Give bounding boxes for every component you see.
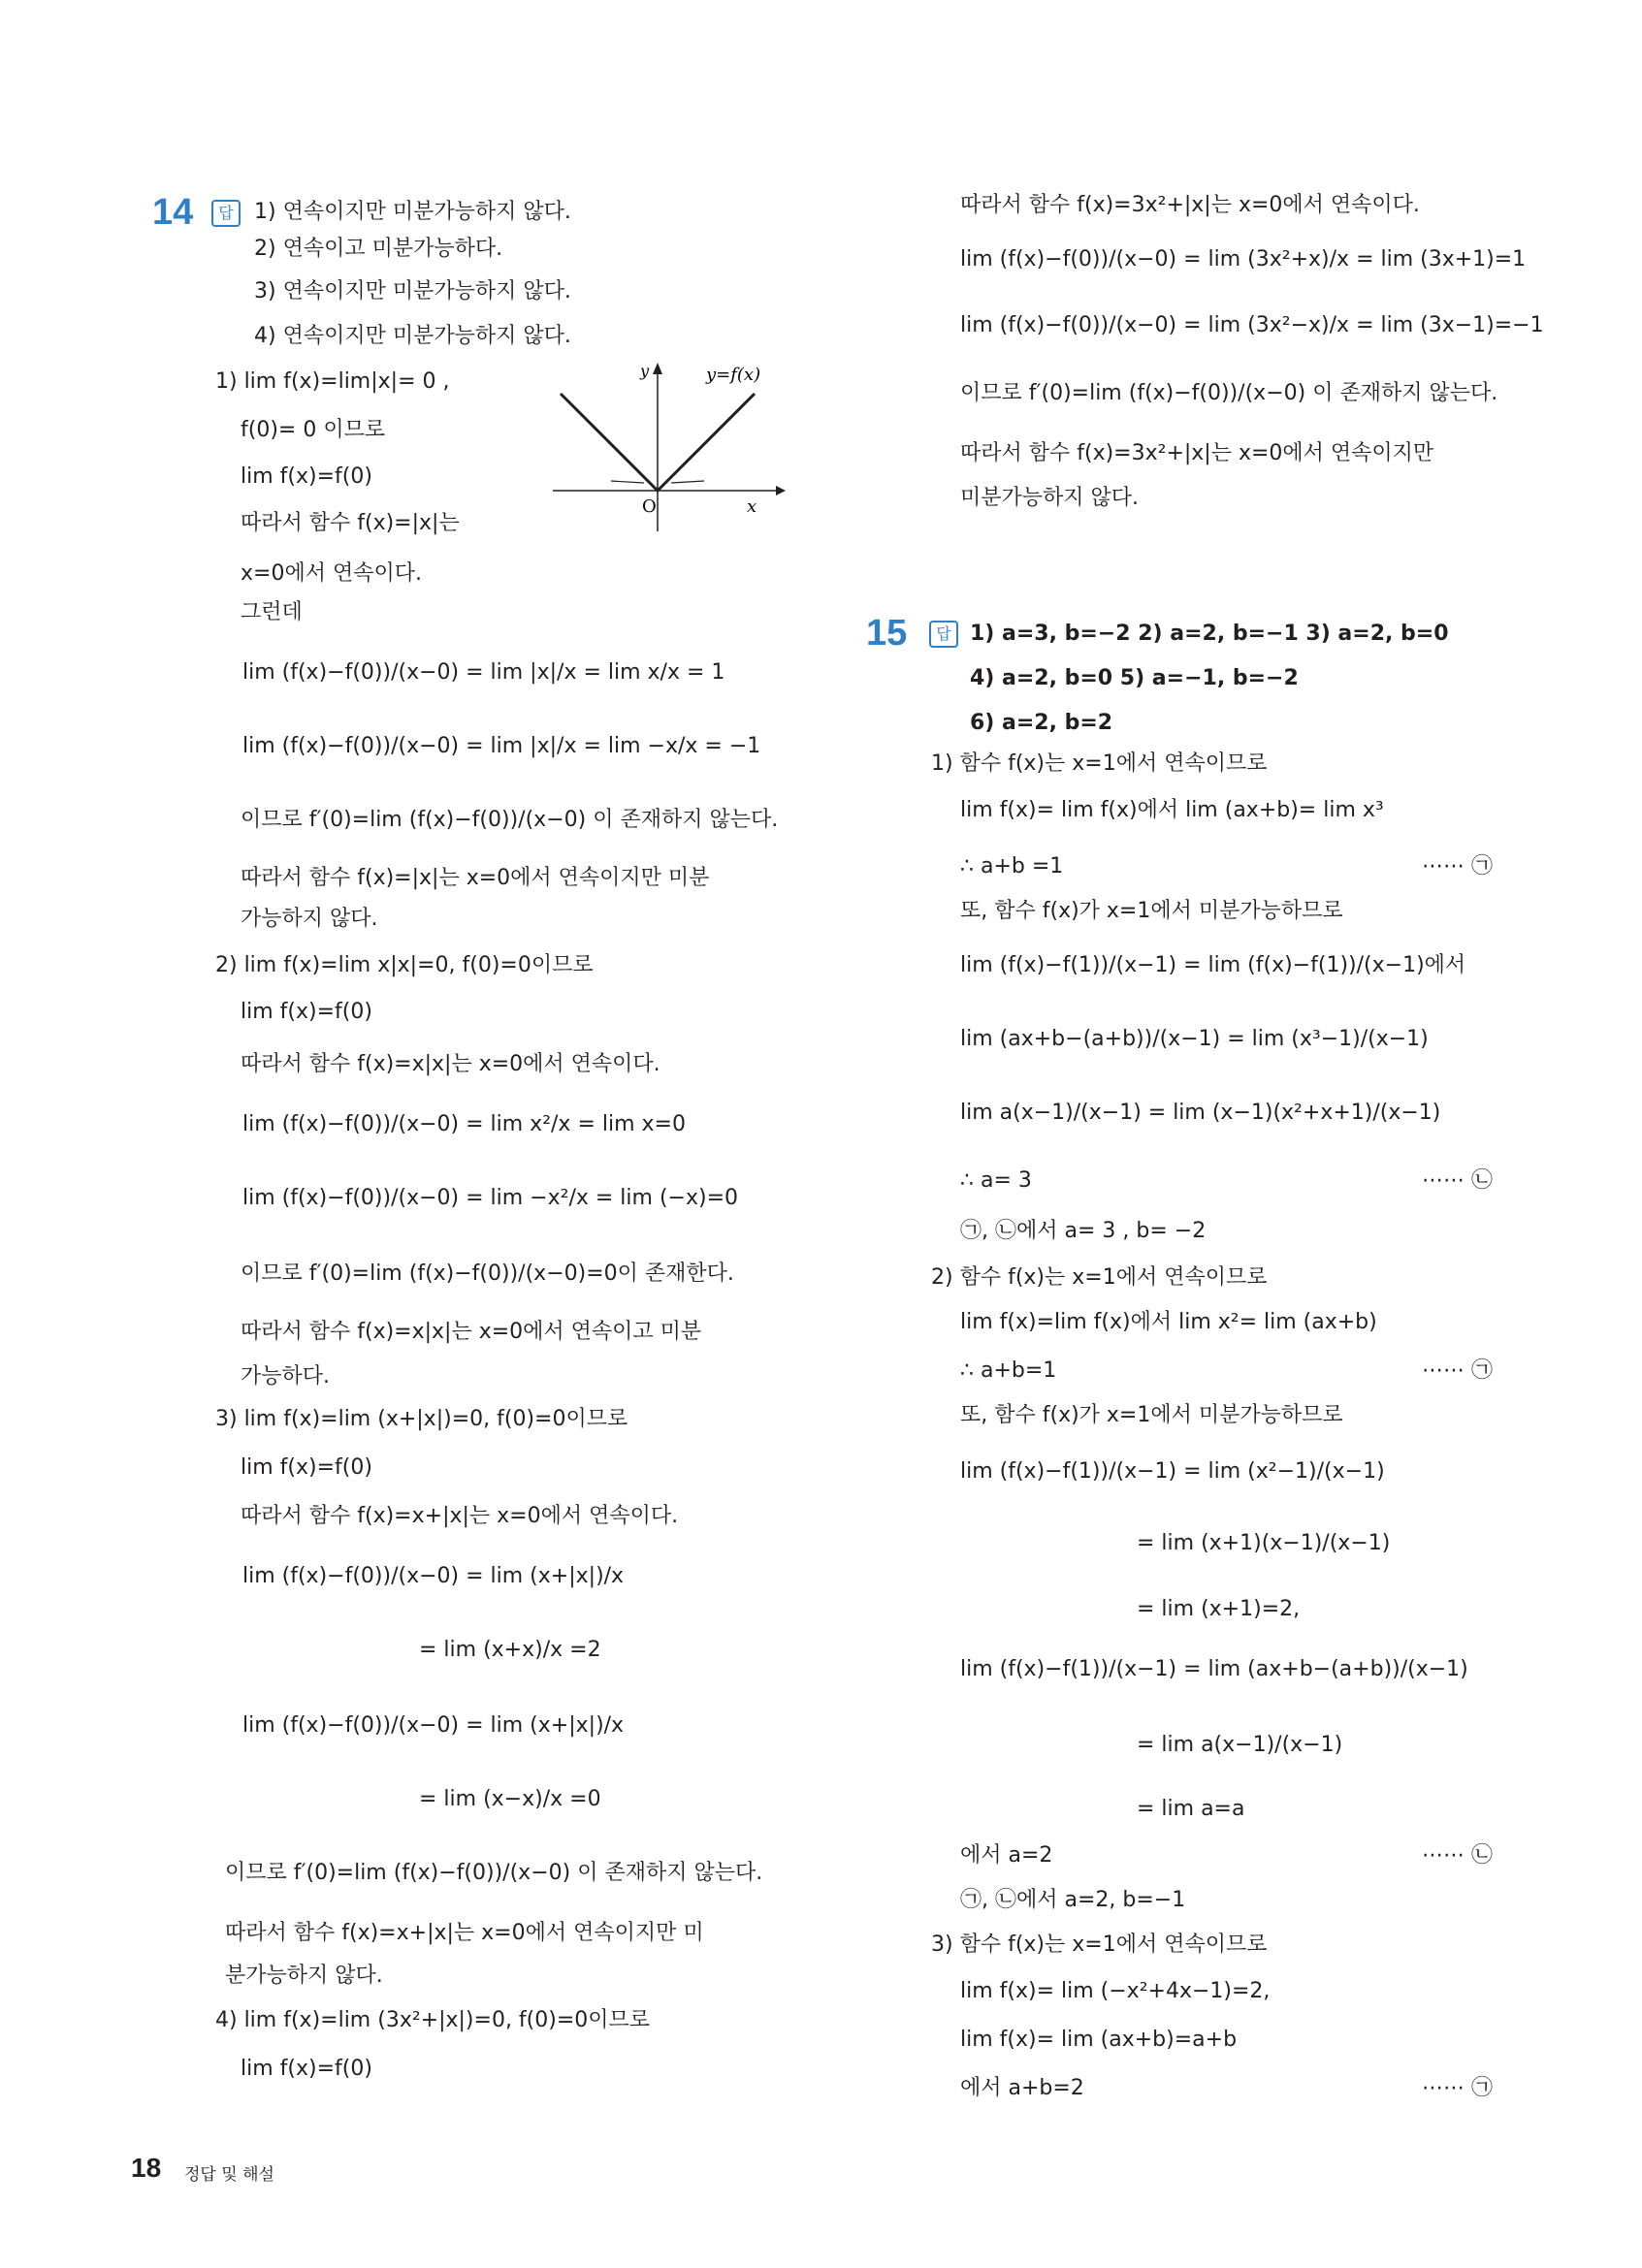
solution-line: ㉠, ㉡에서 a=2, b=−1: [960, 1888, 1186, 1912]
solution-line: lim (f(x)−f(0))/(x−0) = lim −x²/x = lim (−x)=0: [242, 1186, 739, 1210]
solution-line: 따라서 함수 f(x)=x+|x|는 x=0에서 연속이다.: [241, 1504, 679, 1528]
solution-line: = lim (x+1)(x−1)/(x−1): [1137, 1531, 1391, 1555]
solution-line: lim (f(x)−f(0))/(x−0) = lim x²/x = lim x=0: [242, 1112, 686, 1136]
problem-number: 15: [866, 613, 908, 654]
solution-line: lim (f(x)−f(0))/(x−0) = lim (x+|x|)/x: [242, 1713, 625, 1738]
solution-line: = lim a(x−1)/(x−1): [1137, 1733, 1343, 1757]
solution-line: 또, 함수 f(x)가 x=1에서 미분가능하므로: [960, 1403, 1343, 1427]
solution-line: 따라서 함수 f(x)=|x|는: [241, 511, 460, 535]
y-label: y: [640, 362, 650, 380]
x-label: x: [747, 496, 757, 517]
solution-line: lim (f(x)−f(1))/(x−1) = lim (f(x)−f(1))/(x−1)에서: [960, 953, 1466, 977]
solution-line: 가능하다.: [241, 1364, 331, 1389]
solution-line: lim f(x)= lim f(x)에서 lim (ax+b)= lim x³: [960, 798, 1384, 822]
page-number: 18: [131, 2153, 162, 2183]
answer-line: 1) a=3, b=−2 2) a=2, b=−1 3) a=2, b=0: [970, 622, 1449, 646]
solution-line: 미분가능하지 않다.: [960, 486, 1140, 510]
answer-line: 3) 연속이지만 미분가능하지 않다.: [254, 279, 571, 303]
solution-line: 1) lim f(x)=lim|x|= 0 ,: [215, 369, 450, 394]
solution-line: 에서 a+b=2: [960, 2076, 1084, 2100]
solution-line: 2) 함수 f(x)는 x=1에서 연속이므로: [931, 1265, 1268, 1290]
solution-line: 에서 a=2: [960, 1843, 1053, 1868]
solution-line: = lim (x−x)/x =0: [419, 1787, 601, 1811]
solution-line: 3) 함수 f(x)는 x=1에서 연속이므로: [931, 1933, 1268, 1957]
solution-line: 따라서 함수 f(x)=x|x|는 x=0에서 연속이고 미분: [241, 1320, 702, 1344]
solution-line: lim f(x)=f(0): [241, 1455, 372, 1480]
marker: ⋯⋯ ㉡: [1422, 1843, 1493, 1868]
solution-line: 이므로 f′(0)=lim (f(x)−f(0))/(x−0) 이 존재하지 않는다.: [225, 1861, 763, 1885]
solution-line: lim (f(x)−f(0))/(x−0) = lim (x+|x|)/x: [242, 1564, 625, 1588]
solution-line: 따라서 함수 f(x)=|x|는 x=0에서 연속이지만 미분: [241, 866, 710, 890]
origin-label: O: [642, 496, 657, 517]
solution-line: lim (f(x)−f(1))/(x−1) = lim (x²−1)/(x−1): [960, 1459, 1385, 1484]
solution-line: 가능하지 않다.: [241, 907, 378, 931]
solution-line: lim (f(x)−f(0))/(x−0) = lim |x|/x = lim x/x = 1: [242, 660, 725, 685]
answer-line: 6) a=2, b=2: [970, 711, 1113, 735]
answer-line: 2) 연속이고 미분가능하다.: [254, 237, 503, 261]
solution-line: lim f(x)= lim (−x²+4x−1)=2,: [960, 1979, 1271, 2003]
solution-line: 이므로 f′(0)=lim (f(x)−f(0))/(x−0)=0이 존재한다.: [241, 1262, 734, 1286]
solution-line: lim f(x)=f(0): [241, 464, 372, 489]
solution-line: = lim (x+1)=2,: [1137, 1597, 1301, 1621]
approach-arrow-left: [611, 481, 644, 483]
solution-line: ∴ a+b=1: [960, 1358, 1057, 1383]
answer-line: 4) 연속이지만 미분가능하지 않다.: [254, 324, 571, 348]
solution-line: lim f(x)=f(0): [241, 1000, 372, 1024]
solution-line: f(0)= 0 이므로: [241, 418, 386, 442]
solution-line: lim (f(x)−f(1))/(x−1) = lim (ax+b−(a+b))/(x−1): [960, 1657, 1468, 1681]
solution-line: lim (f(x)−f(0))/(x−0) = lim |x|/x = lim −x/x = −1: [242, 734, 761, 758]
solution-line: ∴ a+b =1: [960, 854, 1064, 878]
marker: ⋯⋯ ㉠: [1422, 1358, 1493, 1383]
page-label: 정답 및 해설: [184, 2165, 274, 2185]
solution-line: ∴ a= 3: [960, 1168, 1032, 1193]
answer-line: 4) a=2, b=0 5) a=−1, b=−2: [970, 666, 1299, 690]
solution-line: 따라서 함수 f(x)=3x²+|x|는 x=0에서 연속이다.: [960, 193, 1420, 217]
solution-line: 3) lim f(x)=lim (x+|x|)=0, f(0)=0이므로: [215, 1407, 628, 1431]
x-axis-arrow: [776, 486, 786, 495]
answer-tag: 답: [211, 200, 241, 227]
solution-line: 4) lim f(x)=lim (3x²+|x|)=0, f(0)=0이므로: [215, 2008, 651, 2032]
solution-line: lim f(x)= lim (ax+b)=a+b: [960, 2028, 1238, 2052]
solution-line: lim (f(x)−f(0))/(x−0) = lim (3x²+x)/x = lim (3x+1)=1: [960, 247, 1527, 272]
solution-line: lim (ax+b−(a+b))/(x−1) = lim (x³−1)/(x−1): [960, 1027, 1429, 1051]
solution-line: lim f(x)=f(0): [241, 2057, 372, 2081]
solution-line: lim f(x)=lim f(x)에서 lim x²= lim (ax+b): [960, 1310, 1377, 1334]
solution-line: lim a(x−1)/(x−1) = lim (x−1)(x²+x+1)/(x−1): [960, 1101, 1441, 1125]
solution-line: 따라서 함수 f(x)=x+|x|는 x=0에서 연속이지만 미: [225, 1921, 704, 1945]
solution-line: x=0에서 연속이다.: [241, 561, 422, 586]
solution-line: 또, 함수 f(x)가 x=1에서 미분가능하므로: [960, 899, 1343, 923]
marker: ⋯⋯ ㉠: [1422, 2076, 1493, 2100]
marker: ⋯⋯ ㉡: [1422, 1168, 1493, 1193]
solution-line: 그런데: [241, 600, 303, 624]
solution-line: 1) 함수 f(x)는 x=1에서 연속이므로: [931, 751, 1268, 776]
solution-line: = lim a=a: [1137, 1797, 1245, 1821]
answer-line: 1) 연속이지만 미분가능하지 않다.: [254, 200, 571, 224]
solution-line: 이므로 f′(0)=lim (f(x)−f(0))/(x−0) 이 존재하지 않는다.: [241, 808, 779, 832]
solution-line: 이므로 f′(0)=lim (f(x)−f(0))/(x−0) 이 존재하지 않는다.: [960, 381, 1498, 405]
solution-line: = lim (x+x)/x =2: [419, 1638, 601, 1662]
problem-number: 14: [152, 192, 194, 233]
curve-label: y=f(x): [706, 365, 761, 385]
answer-tag: 답: [929, 621, 958, 648]
solution-line: 분가능하지 않다.: [225, 1964, 383, 1988]
y-axis-arrow: [653, 363, 662, 374]
solution-line: lim (f(x)−f(0))/(x−0) = lim (3x²−x)/x = lim (3x−1)=−1: [960, 313, 1544, 337]
abs-graph: [543, 359, 795, 533]
solution-line: 2) lim f(x)=lim x|x|=0, f(0)=0이므로: [215, 953, 594, 977]
marker: ⋯⋯ ㉠: [1422, 854, 1493, 878]
solution-line: ㉠, ㉡에서 a= 3 , b= −2: [960, 1219, 1207, 1243]
approach-arrow-right: [671, 481, 704, 483]
solution-line: 따라서 함수 f(x)=3x²+|x|는 x=0에서 연속이지만: [960, 441, 1434, 465]
solution-line: 따라서 함수 f(x)=x|x|는 x=0에서 연속이다.: [241, 1052, 660, 1076]
